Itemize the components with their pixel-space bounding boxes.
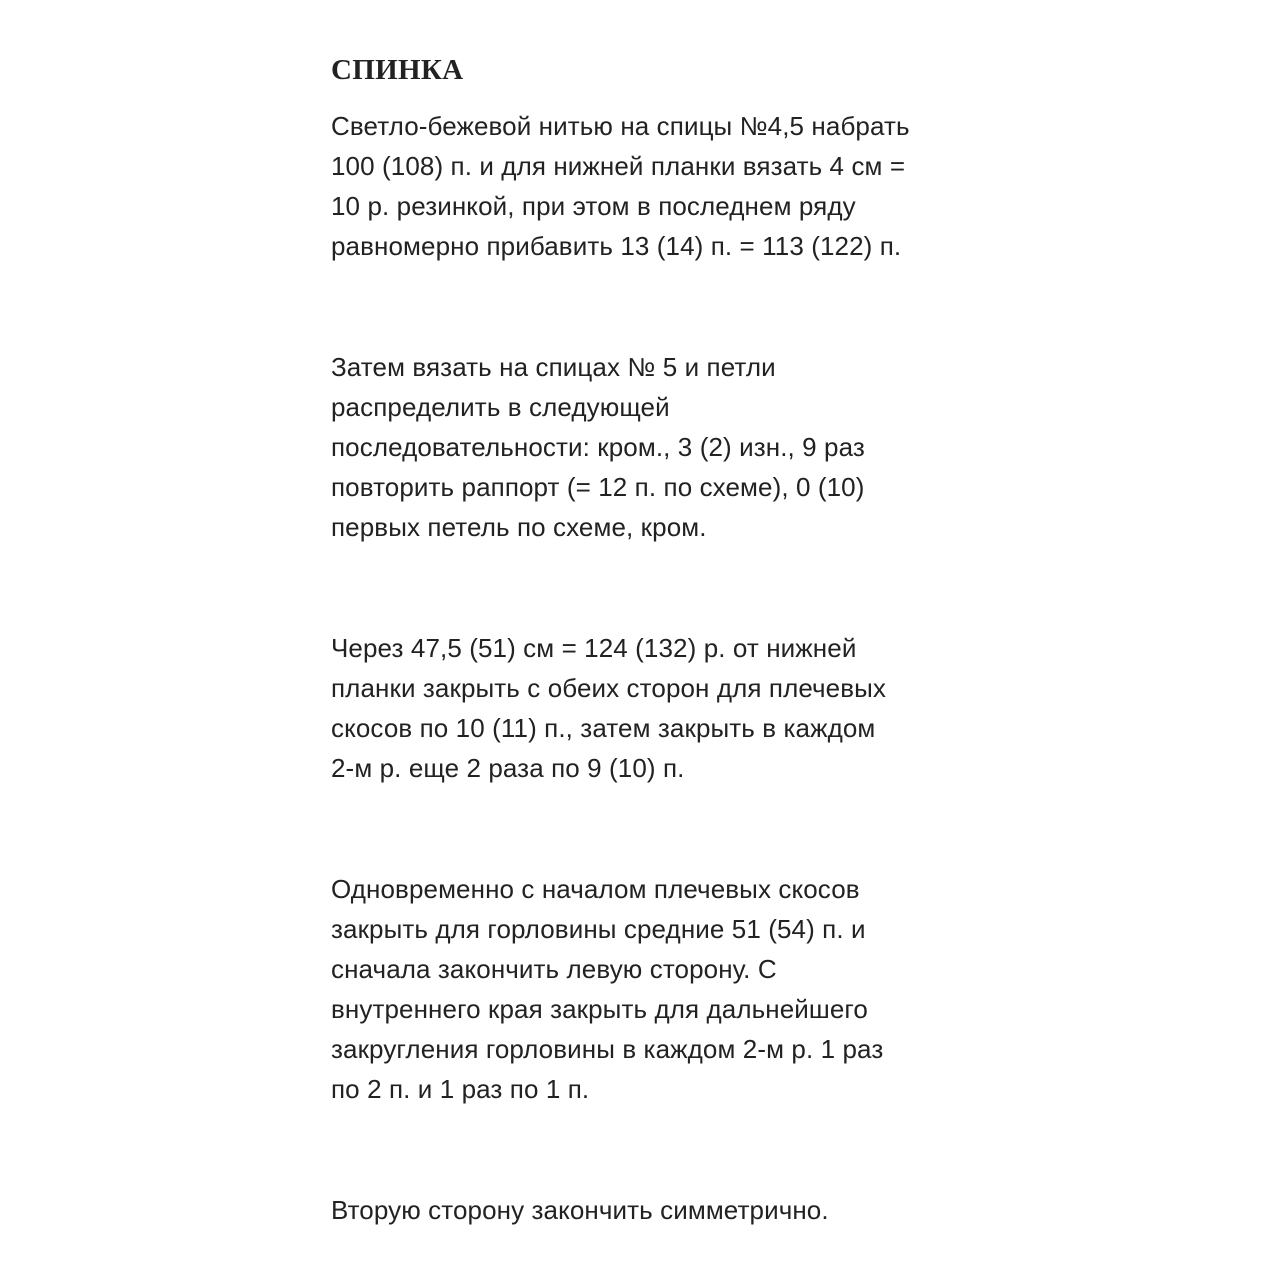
- paragraph-cast-on: Светло-бежевой нитью на спицы №4,5 набрать 100 (108) п. и для нижней планки вязать 4 см = 10 р. резинкой, при этом в последнем ряду равномерно прибавить 13 (14) п. = 113 (122) п.: [331, 111, 910, 261]
- article-body: [331, 52, 971, 1230]
- paragraph-shoulders: Через 47,5 (51) см = 124 (132) р. от нижней планки закрыть с обеих сторон для плечевых скосов по 10 (11) п., затем закрыть в каждом 2-м р. еще 2 раза по 9 (10) п.: [331, 633, 887, 783]
- paragraph-finish: Вторую сторону закончить симметрично.: [331, 1195, 829, 1225]
- section-title: СПИНКА: [331, 54, 464, 86]
- paragraph-neckline: Одновременно с началом плечевых скосов закрыть для горловины средние 51 (54) п. и сначала закончить левую сторону. С внутреннего края закрыть для дальнейшего закругления горловины в каждом 2-м р. 1 раз по 2 п. и 1 раз по 1 п.: [331, 874, 884, 1104]
- paragraph-pattern: Затем вязать на спицах № 5 и петли распределить в следующей последовательности: кром., 3 (2) изн., 9 раз повторить раппорт (= 12 п. по схеме), 0 (10) первых петель по схеме, кром.: [331, 352, 865, 542]
